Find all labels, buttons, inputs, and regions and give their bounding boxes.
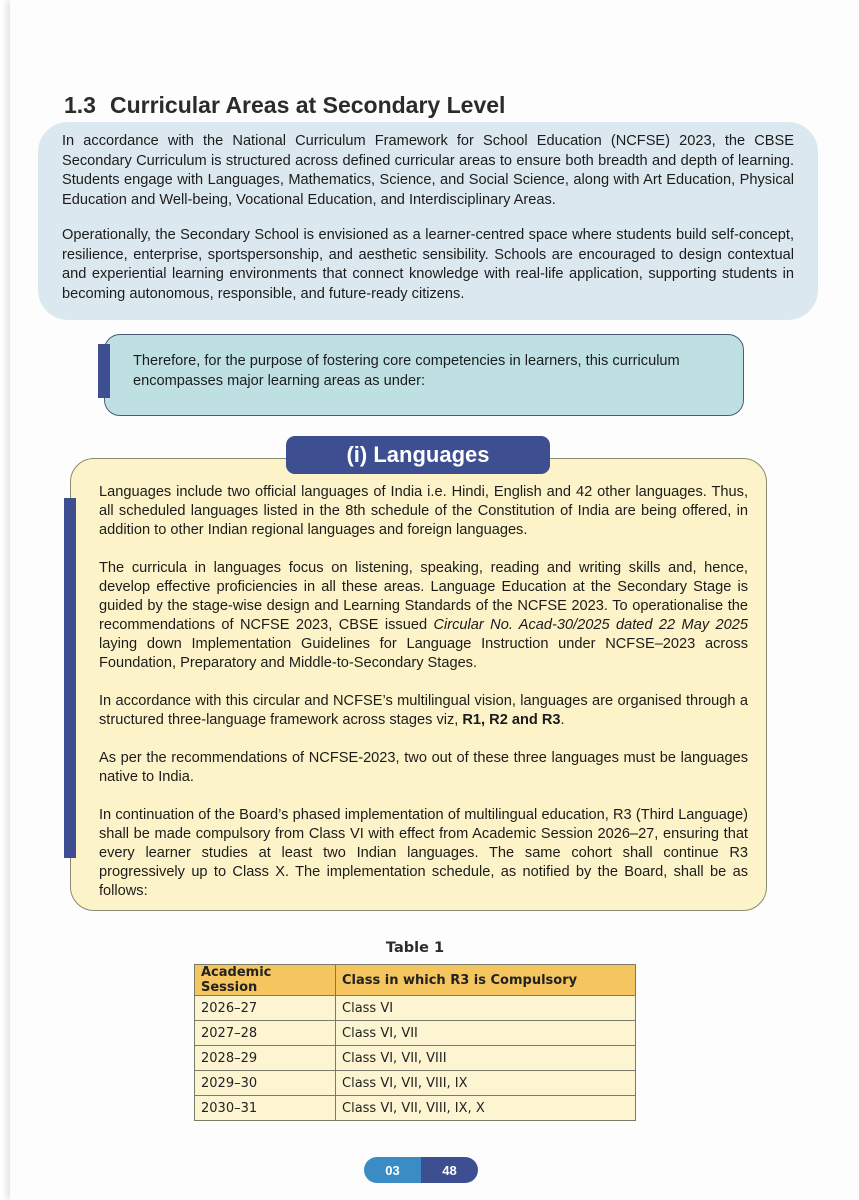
- languages-panel: [70, 458, 767, 911]
- section-title: Curricular Areas at Secondary Level: [109, 92, 506, 118]
- intro-paragraph-2: Operationally, the Secondary School is envisioned as a learner-centred space where students build self-concept, resilience, enterprise, sportspersonship, and aesthetic sensibility. Schools are encouraged to design contextual and experiential learning environments that connect knowledge with real-life application, supporting students in becoming autonomous, responsible, and future-ready citizens.: [62, 227, 794, 302]
- class-cell: Class VI, VII: [336, 1021, 636, 1046]
- session-cell: 2028–29: [195, 1046, 336, 1071]
- language-levels: R1, R2 and R3: [462, 712, 561, 728]
- table-caption: Table 1: [385, 940, 445, 956]
- session-cell: 2029–30: [195, 1071, 336, 1096]
- class-cell: Class VI, VII, VIII, IX, X: [336, 1096, 636, 1121]
- languages-p2-text: The curricula in languages focus on listening, speaking, reading and writing skills and, hence, develop effective proficiencies in all these areas. Language Education at the Secondary Stage is guided by the stage-wise design and Learning Standards of the NCFSE 2023. To operationalise the recommendations of NCFSE 2023, CBSE issued: [99, 560, 748, 633]
- languages-title-tab: (i) Languages: [286, 436, 550, 474]
- session-cell: 2030–31: [195, 1096, 336, 1121]
- circular-reference: Circular No. Acad-30/2025 dated 22 May 2025: [433, 617, 748, 633]
- class-cell: Class VI: [336, 996, 636, 1021]
- header-academic-session: Academic Session: [195, 965, 336, 996]
- table-header-row: [195, 965, 636, 996]
- table-row: [195, 1096, 636, 1121]
- callout-box: [104, 334, 744, 416]
- session-cell: 2027–28: [195, 1021, 336, 1046]
- languages-paragraph-1: Languages include two official languages of India i.e. Hindi, English and 42 other languages. Thus, all scheduled languages listed in the 8th schedule of the Constitution of India are being offered, in addition to other Indian regional languages and foreign languages.: [99, 484, 748, 538]
- chapter-number: 03: [364, 1157, 421, 1183]
- intro-paragraph-1: In accordance with the National Curriculum Framework for School Education (NCFSE) 2023, the CBSE Secondary Curriculum is structured across defined curricular areas to ensure both breadth and depth of learning. Students engage with Languages, Mathematics, Science, and Social Science, along with Art Education, Physical Education and Well-being, Vocational Education, and Interdisciplinary Areas.: [62, 133, 794, 208]
- languages-accent-bar: [64, 498, 76, 858]
- table-row: [195, 1071, 636, 1096]
- languages-paragraph-5: In continuation of the Board’s phased implementation of multilingual education, R3 (Third Language) shall be made compulsory from Class VI with effect from Academic Session 2026–27, ensuring that every learner studies at least two Indian languages. The same cohort shall continue R3 progressively up to Class X. The implementation schedule, as notified by the Board, shall be as follows:: [99, 807, 748, 899]
- class-cell: Class VI, VII, VIII: [336, 1046, 636, 1071]
- session-cell: 2026–27: [195, 996, 336, 1021]
- section-heading: [64, 92, 505, 119]
- header-r3-compulsory-class: Class in which R3 is Compulsory: [336, 965, 636, 996]
- intro-panel: [38, 122, 818, 320]
- languages-paragraph-4: As per the recommendations of NCFSE-2023, two out of these three languages must be languages native to India.: [99, 750, 748, 785]
- r3-schedule-table: [194, 964, 636, 1121]
- languages-paragraph-3: [99, 692, 748, 730]
- section-number: 1.3: [64, 92, 96, 118]
- languages-p2-text-end: laying down Implementation Guidelines for Language Instruction under NCFSE–2023 across Foundation, Preparatory and Middle-to-Secondary Stages.: [99, 636, 748, 671]
- callout-text: Therefore, for the purpose of fostering core competencies in learners, this curriculum encompasses major learning areas as under:: [133, 353, 680, 389]
- languages-p3-end: .: [560, 712, 565, 728]
- page-number: 48: [421, 1157, 478, 1183]
- callout-accent-bar: [98, 344, 110, 398]
- table-row: [195, 1021, 636, 1046]
- table-row: [195, 1046, 636, 1071]
- table-row: [195, 996, 636, 1021]
- class-cell: Class VI, VII, VIII, IX: [336, 1071, 636, 1096]
- page-number-badge: [364, 1157, 478, 1183]
- languages-p3-text: In accordance with this circular and NCFSE’s multilingual vision, languages are organised through a structured three-language framework across stages viz,: [99, 693, 748, 728]
- languages-paragraph-2: [99, 559, 748, 673]
